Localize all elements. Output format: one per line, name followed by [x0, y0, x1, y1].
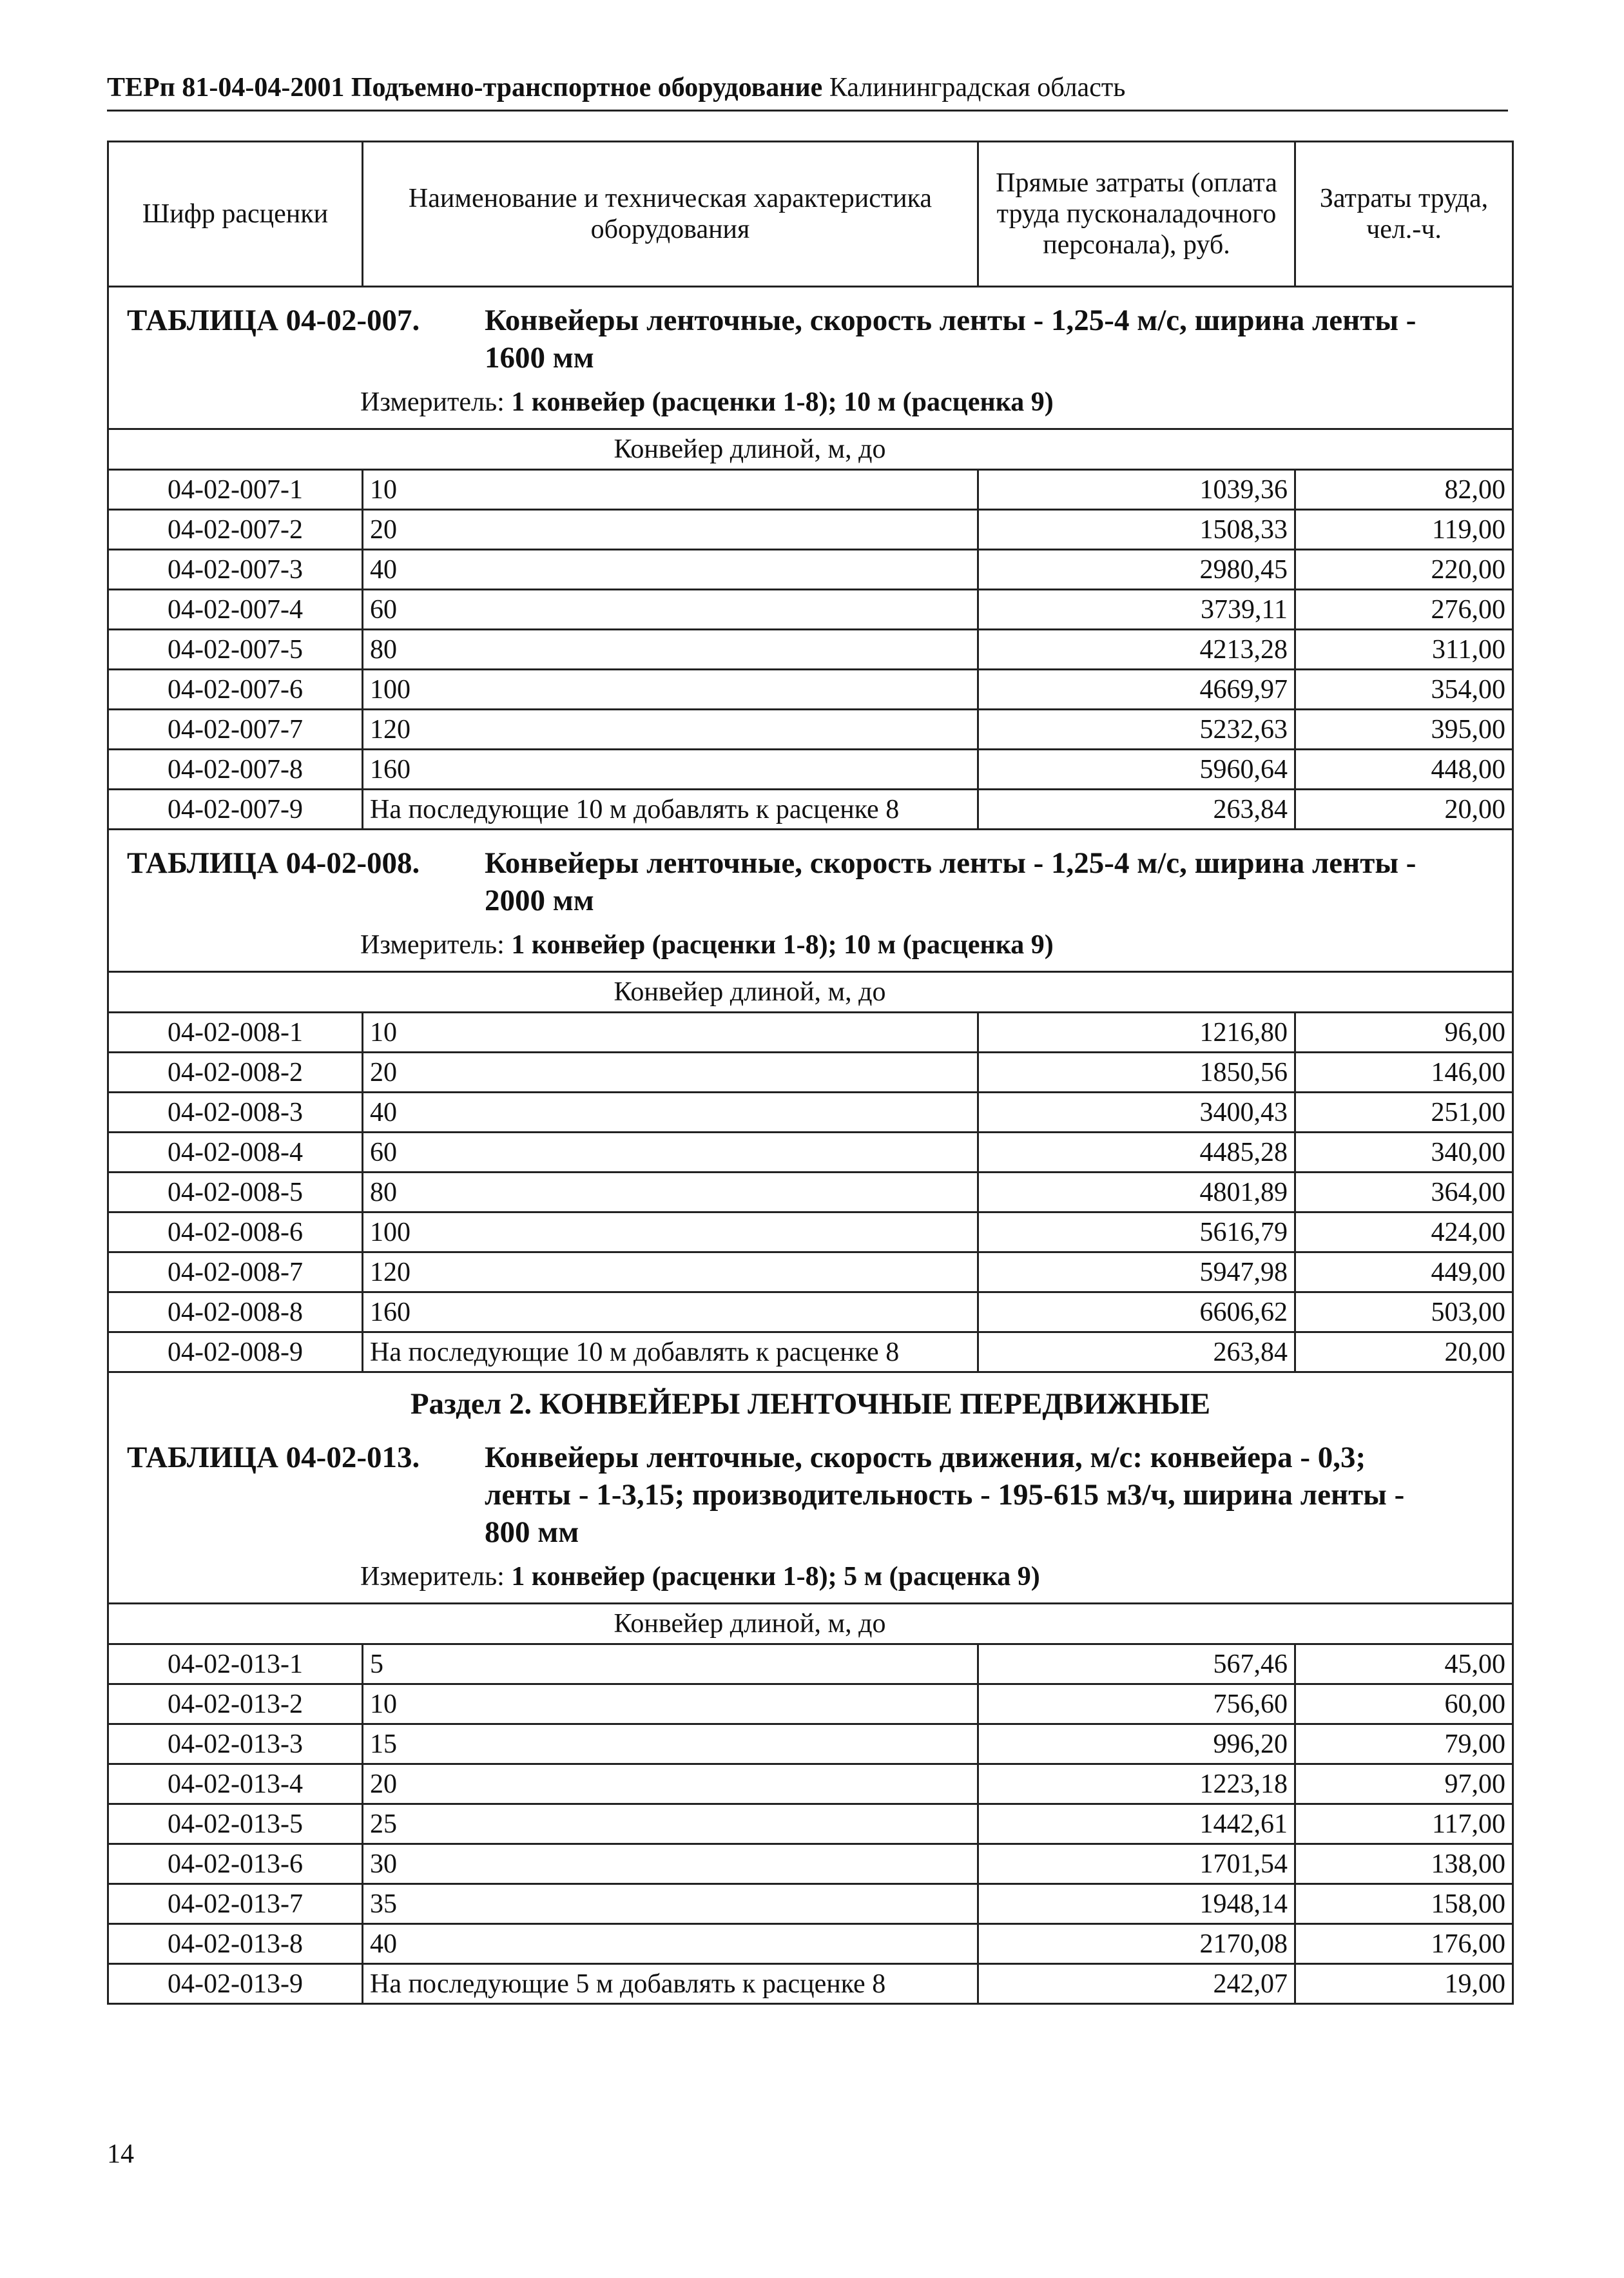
rate-cost: 1850,56	[978, 1053, 1295, 1093]
table-row	[108, 1764, 1513, 1804]
rate-labor: 45,00	[1295, 1644, 1513, 1684]
rate-name: 40	[363, 1093, 978, 1133]
table-row	[108, 710, 1513, 750]
col-header-code: Шифр расценки	[108, 142, 363, 287]
table-title: Конвейеры ленточные, скорость ленты - 1,25-4 м/с, ширина ленты - 1600 мм	[485, 304, 1416, 375]
rate-code: 04-02-008-6	[108, 1212, 363, 1252]
table-row	[108, 1292, 1513, 1332]
table-row	[108, 630, 1513, 670]
rate-labor: 19,00	[1295, 1964, 1513, 2004]
subheader-row	[108, 429, 1513, 470]
table-row	[108, 1013, 1513, 1053]
rate-labor: 176,00	[1295, 1924, 1513, 1964]
rate-name: 10	[363, 1013, 978, 1053]
rate-name: 35	[363, 1884, 978, 1924]
rate-name: 100	[363, 670, 978, 710]
rate-labor: 395,00	[1295, 710, 1513, 750]
rate-code: 04-02-013-4	[108, 1764, 363, 1804]
rate-cost: 3739,11	[978, 590, 1295, 630]
rate-name: 30	[363, 1844, 978, 1884]
rate-code: 04-02-007-1	[108, 470, 363, 510]
rates-table	[107, 141, 1514, 2005]
table-title-cell	[108, 830, 1513, 972]
table-title-row	[108, 1372, 1513, 1604]
rate-code: 04-02-013-6	[108, 1844, 363, 1884]
rate-name: 20	[363, 510, 978, 550]
rate-name: 25	[363, 1804, 978, 1844]
measure-value: 1 конвейер (расценки 1-8); 10 м (расценка 9)	[511, 930, 1054, 960]
rate-labor: 340,00	[1295, 1133, 1513, 1173]
rate-name: На последующие 10 м добавлять к расценке 8	[363, 1332, 978, 1372]
page-header	[107, 71, 1508, 112]
table-row	[108, 1804, 1513, 1844]
subheader-empty-cell	[108, 972, 363, 1013]
table-row	[108, 1053, 1513, 1093]
table-row	[108, 1964, 1513, 2004]
rate-cost: 1223,18	[978, 1764, 1295, 1804]
rate-name: 20	[363, 1764, 978, 1804]
rate-cost: 4485,28	[978, 1133, 1295, 1173]
measure-label: Измеритель:	[360, 930, 505, 960]
rate-code: 04-02-007-8	[108, 750, 363, 790]
rate-labor: 119,00	[1295, 510, 1513, 550]
rate-labor: 364,00	[1295, 1173, 1513, 1212]
rate-labor: 276,00	[1295, 590, 1513, 630]
rate-cost: 1442,61	[978, 1804, 1295, 1844]
table-row	[108, 1332, 1513, 1372]
rate-name: На последующие 5 м добавлять к расценке 8	[363, 1964, 978, 2004]
rate-labor: 97,00	[1295, 1764, 1513, 1804]
rate-code: 04-02-013-7	[108, 1884, 363, 1924]
rate-name: 10	[363, 470, 978, 510]
rate-labor: 503,00	[1295, 1292, 1513, 1332]
table-caption	[115, 830, 1505, 919]
rate-cost: 1701,54	[978, 1844, 1295, 1884]
rate-cost: 5947,98	[978, 1252, 1295, 1292]
rate-name: 160	[363, 750, 978, 790]
table-caption	[115, 1425, 1505, 1551]
subheader-empty-cell	[108, 429, 363, 470]
rate-cost: 1039,36	[978, 470, 1295, 510]
table-row	[108, 470, 1513, 510]
subheader-empty-cell	[108, 1604, 363, 1644]
rate-cost: 4801,89	[978, 1173, 1295, 1212]
table-title-row	[108, 830, 1513, 972]
measure-value: 1 конвейер (расценки 1-8); 5 м (расценка 9)	[511, 1562, 1040, 1592]
rate-cost: 4669,97	[978, 670, 1295, 710]
rate-cost: 3400,43	[978, 1093, 1295, 1133]
table-caption	[115, 287, 1505, 376]
rate-name: 80	[363, 630, 978, 670]
table-row	[108, 1252, 1513, 1292]
rate-name: 40	[363, 550, 978, 590]
rate-name: 15	[363, 1724, 978, 1764]
rate-labor: 79,00	[1295, 1724, 1513, 1764]
rate-code: 04-02-007-7	[108, 710, 363, 750]
rate-labor: 354,00	[1295, 670, 1513, 710]
measure-label: Измеритель:	[360, 387, 505, 417]
rate-labor: 311,00	[1295, 630, 1513, 670]
rate-code: 04-02-013-5	[108, 1804, 363, 1844]
table-row	[108, 1173, 1513, 1212]
subheader-text: Конвейер длиной, м, до	[363, 1604, 1513, 1644]
rate-cost: 5960,64	[978, 750, 1295, 790]
table-row	[108, 1884, 1513, 1924]
table-number: ТАБЛИЦА 04-02-008.	[127, 846, 420, 880]
rate-name: 160	[363, 1292, 978, 1332]
rate-name: 120	[363, 710, 978, 750]
table-row	[108, 1684, 1513, 1724]
rate-cost: 1216,80	[978, 1013, 1295, 1053]
rate-cost: 6606,62	[978, 1292, 1295, 1332]
section-heading: Раздел 2. КОНВЕЙЕРЫ ЛЕНТОЧНЫЕ ПЕРЕДВИЖНЫЕ	[410, 1387, 1211, 1421]
rate-cost: 5232,63	[978, 710, 1295, 750]
rate-cost: 2170,08	[978, 1924, 1295, 1964]
rate-cost: 5616,79	[978, 1212, 1295, 1252]
rate-code: 04-02-008-9	[108, 1332, 363, 1372]
rate-cost: 263,84	[978, 1332, 1295, 1372]
column-header-row	[108, 142, 1513, 287]
rate-labor: 138,00	[1295, 1844, 1513, 1884]
table-title: Конвейеры ленточные, скорость ленты - 1,25-4 м/с, ширина ленты - 2000 мм	[485, 846, 1416, 917]
table-row	[108, 790, 1513, 830]
table-row	[108, 550, 1513, 590]
rate-labor: 251,00	[1295, 1093, 1513, 1133]
rate-code: 04-02-008-8	[108, 1292, 363, 1332]
measure-label: Измеритель:	[360, 1562, 505, 1592]
subheader-row	[108, 1604, 1513, 1644]
table-row	[108, 670, 1513, 710]
rate-cost: 4213,28	[978, 630, 1295, 670]
table-row	[108, 590, 1513, 630]
rate-name: 80	[363, 1173, 978, 1212]
rate-labor: 60,00	[1295, 1684, 1513, 1724]
rate-code: 04-02-008-5	[108, 1173, 363, 1212]
rate-labor: 82,00	[1295, 470, 1513, 510]
table-row	[108, 750, 1513, 790]
table-title-cell	[108, 287, 1513, 429]
table-number: ТАБЛИЦА 04-02-007.	[127, 304, 420, 337]
table-row	[108, 1724, 1513, 1764]
rate-labor: 449,00	[1295, 1252, 1513, 1292]
rate-labor: 220,00	[1295, 550, 1513, 590]
rate-labor: 448,00	[1295, 750, 1513, 790]
rate-code: 04-02-008-2	[108, 1053, 363, 1093]
rate-cost: 756,60	[978, 1684, 1295, 1724]
rate-code: 04-02-008-7	[108, 1252, 363, 1292]
region-name: Калининградская область	[829, 73, 1126, 102]
table-row	[108, 1924, 1513, 1964]
rate-cost: 1508,33	[978, 510, 1295, 550]
rate-labor: 158,00	[1295, 1884, 1513, 1924]
rate-code: 04-02-007-2	[108, 510, 363, 550]
rate-code: 04-02-008-1	[108, 1013, 363, 1053]
rate-labor: 20,00	[1295, 1332, 1513, 1372]
rate-name: 120	[363, 1252, 978, 1292]
measure-value: 1 конвейер (расценки 1-8); 10 м (расценка 9)	[511, 387, 1054, 417]
rate-code: 04-02-007-4	[108, 590, 363, 630]
table-title-cell	[108, 1372, 1513, 1604]
rate-cost: 567,46	[978, 1644, 1295, 1684]
col-header-labor: Затраты труда, чел.-ч.	[1295, 142, 1513, 287]
rate-cost: 263,84	[978, 790, 1295, 830]
table-row	[108, 1844, 1513, 1884]
table-row	[108, 1093, 1513, 1133]
subheader-text: Конвейер длиной, м, до	[363, 972, 1513, 1013]
rate-code: 04-02-007-9	[108, 790, 363, 830]
rate-labor: 20,00	[1295, 790, 1513, 830]
rate-name: 60	[363, 1133, 978, 1173]
rate-labor: 146,00	[1295, 1053, 1513, 1093]
table-title: Конвейеры ленточные, скорость движения, м/с: конвейера - 0,3; ленты - 1-3,15; производительность - 195-615 м3/ч, ширина ленты - 800 мм	[485, 1441, 1405, 1549]
rate-code: 04-02-013-3	[108, 1724, 363, 1764]
col-header-name: Наименование и техническая характеристика оборудования	[363, 142, 978, 287]
rate-code: 04-02-013-2	[108, 1684, 363, 1724]
table-row	[108, 1644, 1513, 1684]
rate-labor: 424,00	[1295, 1212, 1513, 1252]
rate-code: 04-02-013-9	[108, 1964, 363, 2004]
rate-name: 100	[363, 1212, 978, 1252]
rate-name: 10	[363, 1684, 978, 1724]
subheader-row	[108, 972, 1513, 1013]
rate-labor: 117,00	[1295, 1804, 1513, 1844]
rate-code: 04-02-007-6	[108, 670, 363, 710]
rate-code: 04-02-007-3	[108, 550, 363, 590]
rate-cost: 242,07	[978, 1964, 1295, 2004]
rate-cost: 996,20	[978, 1724, 1295, 1764]
measure-unit	[115, 376, 1505, 428]
table-row	[108, 1212, 1513, 1252]
rate-name: 60	[363, 590, 978, 630]
rate-code: 04-02-008-4	[108, 1133, 363, 1173]
rate-name: На последующие 10 м добавлять к расценке 8	[363, 790, 978, 830]
rate-labor: 96,00	[1295, 1013, 1513, 1053]
rate-name: 5	[363, 1644, 978, 1684]
table-row	[108, 1133, 1513, 1173]
rate-code: 04-02-013-1	[108, 1644, 363, 1684]
rate-name: 40	[363, 1924, 978, 1964]
rate-cost: 1948,14	[978, 1884, 1295, 1924]
table-row	[108, 510, 1513, 550]
table-title-row	[108, 287, 1513, 429]
rate-code: 04-02-008-3	[108, 1093, 363, 1133]
page-number: 14	[107, 2139, 134, 2169]
rate-cost: 2980,45	[978, 550, 1295, 590]
col-header-cost: Прямые затраты (оплата труда пусконаладочного персонала), руб.	[978, 142, 1295, 287]
measure-unit	[115, 1551, 1505, 1602]
rate-code: 04-02-013-8	[108, 1924, 363, 1964]
rate-code: 04-02-007-5	[108, 630, 363, 670]
measure-unit	[115, 919, 1505, 971]
doc-code: ТЕРп 81-04-04-2001 Подъемно-транспортное оборудование	[107, 73, 823, 102]
table-number: ТАБЛИЦА 04-02-013.	[127, 1441, 420, 1474]
rate-name: 20	[363, 1053, 978, 1093]
subheader-text: Конвейер длиной, м, до	[363, 429, 1513, 470]
